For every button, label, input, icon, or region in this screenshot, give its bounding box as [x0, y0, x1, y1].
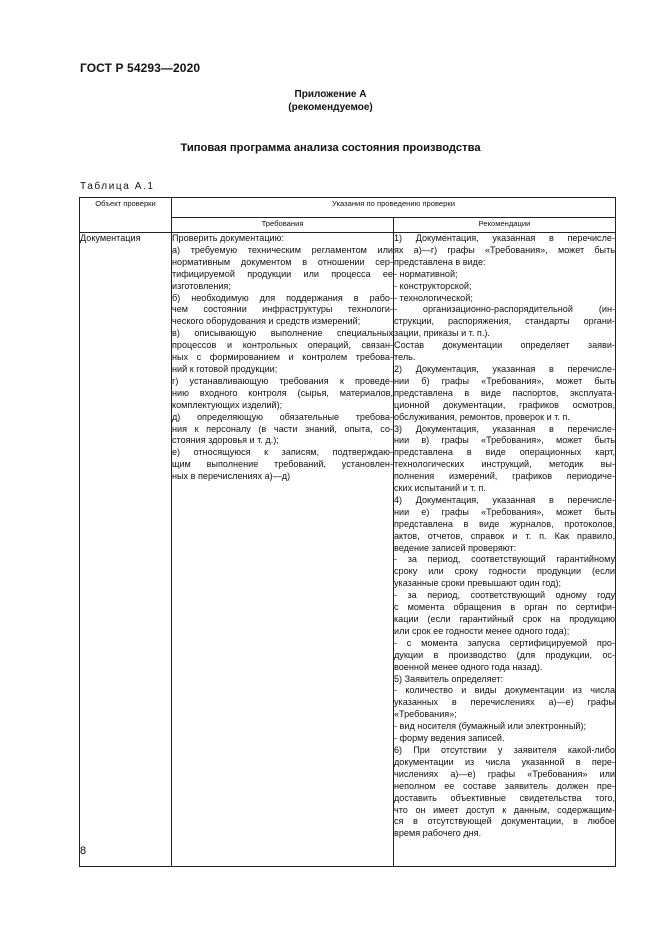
text-line: нию входного контроля (сырья, материалов,: [172, 387, 393, 398]
text-line: что он имеет доступ к данным, содержащим-: [394, 804, 615, 815]
text-line: щим выполнение требований, установлен-: [172, 459, 393, 470]
text-line: кации (если гарантийный срок на продукцию: [394, 614, 615, 624]
text-line: е) относящуюся к записям, подтверждаю-: [172, 447, 393, 458]
text-line: нии б) графы «Требования», может быть: [394, 375, 615, 386]
text-line: нии е) графы «Требования», может быть: [394, 506, 615, 517]
text-line: Состав документации определяет заяви-: [394, 340, 615, 351]
text-line: - технологической;: [394, 292, 473, 303]
text-line: - за период, соответствующий одному году: [394, 590, 615, 601]
text-line: ческого оборудования и средств измерений;: [172, 316, 361, 327]
document-title: Типовая программа анализа состояния производства: [180, 142, 481, 154]
text-line: стояния здоровья и т. д.);: [172, 435, 279, 446]
text-line: с момента обращения в орган по сертифи-: [394, 602, 615, 613]
text-line: ния к персоналу (в части знаний, опыта, со-: [172, 423, 393, 434]
text-line: - количество и виды документации из числа: [394, 685, 615, 696]
text-line: неполном ее составе заявитель должен пре-: [394, 780, 615, 791]
appendix-subtitle: (рекомендуемое): [288, 102, 373, 113]
text-line: ведение записей проверяют:: [394, 542, 517, 553]
header-object: Объект проверки: [80, 198, 172, 233]
table-row: [80, 233, 616, 867]
text-line: 1) Документация, указанная в перечисле-: [394, 233, 615, 243]
text-line: - с момента запуска сертифицируемой про-: [394, 637, 615, 648]
text-line: - нормативной;: [394, 268, 458, 279]
header-recommendations: Рекомендации: [394, 218, 616, 233]
standard-code: ГОСТ Р 54293—2020: [80, 61, 201, 75]
text-line: - за период, соответствующий гарантийному: [394, 554, 615, 565]
text-line: технологических инструкций, методик вы-: [394, 459, 615, 470]
text-line: изготовления;: [172, 280, 231, 291]
text-line: в) описывающую выполнение специальных: [172, 328, 393, 339]
text-line: б) необходимую для поддержания в рабо-: [172, 292, 393, 303]
text-line: указанных в перечислениях а)—е) графы: [394, 697, 615, 708]
text-line: дукции в производство (для продукции, ос-: [394, 649, 615, 660]
text-line: 4) Документация, указанная в перечисле-: [394, 494, 615, 505]
text-line: а) требуемую техническим регламентом или: [172, 244, 393, 255]
text-line: представлена в виде паспортов, эксплуата-: [394, 387, 615, 398]
text-line: Проверить документацию:: [172, 233, 284, 243]
header-requirements: Требования: [172, 218, 394, 233]
text-line: - организационно-распорядительной (ин-: [394, 304, 615, 315]
text-line: тифицируемой продукции или процесса ее: [172, 268, 393, 279]
text-line: числениях а)—е) графы «Требования» или: [394, 768, 615, 779]
text-line: «Требования»;: [394, 709, 457, 720]
page-number: 8: [80, 845, 87, 857]
object-label: Документация: [80, 233, 141, 243]
text-line: зации, приказы и т. п.).: [394, 328, 490, 339]
text-line: г) устанавливающую требования к проведе-: [172, 375, 393, 386]
text-line: актов, отчетов, справок и т. п. Как правило,: [394, 530, 615, 541]
text-line: 6) При отсутствии у заявителя какой-либо: [394, 744, 615, 755]
text-line: 5) Заявитель определяет:: [394, 673, 504, 684]
text-line: представлена в виде операционных карт,: [394, 447, 615, 458]
text-line: доставить объективные свидетельства того,: [394, 792, 615, 803]
text-line: военной менее одного года назад).: [394, 661, 543, 672]
text-line: ционной документации, графиков осмотров,: [394, 399, 615, 410]
text-line: 2) Документация, указанная в перечисле-: [394, 363, 615, 374]
text-line: - вид носителя (бумажный или электронный);: [394, 721, 586, 732]
text-line: струкции, распоряжения, стандарты органи-: [394, 316, 615, 327]
text-line: указанные сроки превышают один год);: [394, 578, 562, 589]
text-line: д) определяющую обязательные требова-: [172, 411, 393, 422]
text-line: или срок ее годности менее одного года);: [394, 625, 570, 636]
text-line: комплектующих изделий);: [172, 399, 283, 410]
text-line: ях а)—г) графы «Требования», может быть: [394, 244, 615, 255]
text-line: процессов и контрольных операций, связан-: [172, 340, 393, 351]
inspection-table: [79, 197, 616, 867]
text-line: ных с формированием и контролем требова-: [172, 352, 393, 363]
text-line: представлена в виде:: [394, 256, 486, 267]
text-line: - конструкторской;: [394, 280, 472, 291]
text-line: нии в) графы «Требования», может быть: [394, 435, 615, 446]
text-line: ских испытаний и т. п.: [394, 483, 486, 494]
appendix-title: Приложение А: [294, 89, 367, 100]
text-line: ных в перечислениях а)—д): [172, 471, 291, 482]
text-line: документации из числа указанной в пере-: [394, 756, 615, 767]
text-line: нормативным документом в отношении сер-: [172, 256, 393, 267]
text-line: представлена в виде журналов, протоколов,: [394, 518, 615, 529]
text-line: время рабочего дня.: [394, 828, 482, 839]
text-line: полнения измерений, графиков периодиче-: [394, 471, 615, 482]
table-caption: Таблица А.1: [80, 181, 155, 192]
text-line: чем состоянии инфраструктуры технологи-: [172, 304, 393, 315]
header-instructions: Указания по проведению проверки: [172, 198, 616, 218]
requirements-cell: [172, 233, 394, 867]
text-line: ся в отсутствующей документации, в любое: [394, 816, 615, 827]
text-line: тель.: [394, 352, 416, 363]
text-line: ний к готовой продукции;: [172, 363, 278, 374]
text-line: - форму ведения записей.: [394, 733, 505, 744]
appendix-heading: [0, 88, 661, 114]
text-line: обслуживания, ремонтов, проверок и т. п.: [394, 411, 570, 422]
object-cell: [80, 233, 172, 867]
recommendations-cell: [394, 233, 616, 867]
text-line: сроку или сроку годности продукции (если: [394, 566, 615, 577]
text-line: 3) Документация, указанная в перечисле-: [394, 423, 615, 434]
